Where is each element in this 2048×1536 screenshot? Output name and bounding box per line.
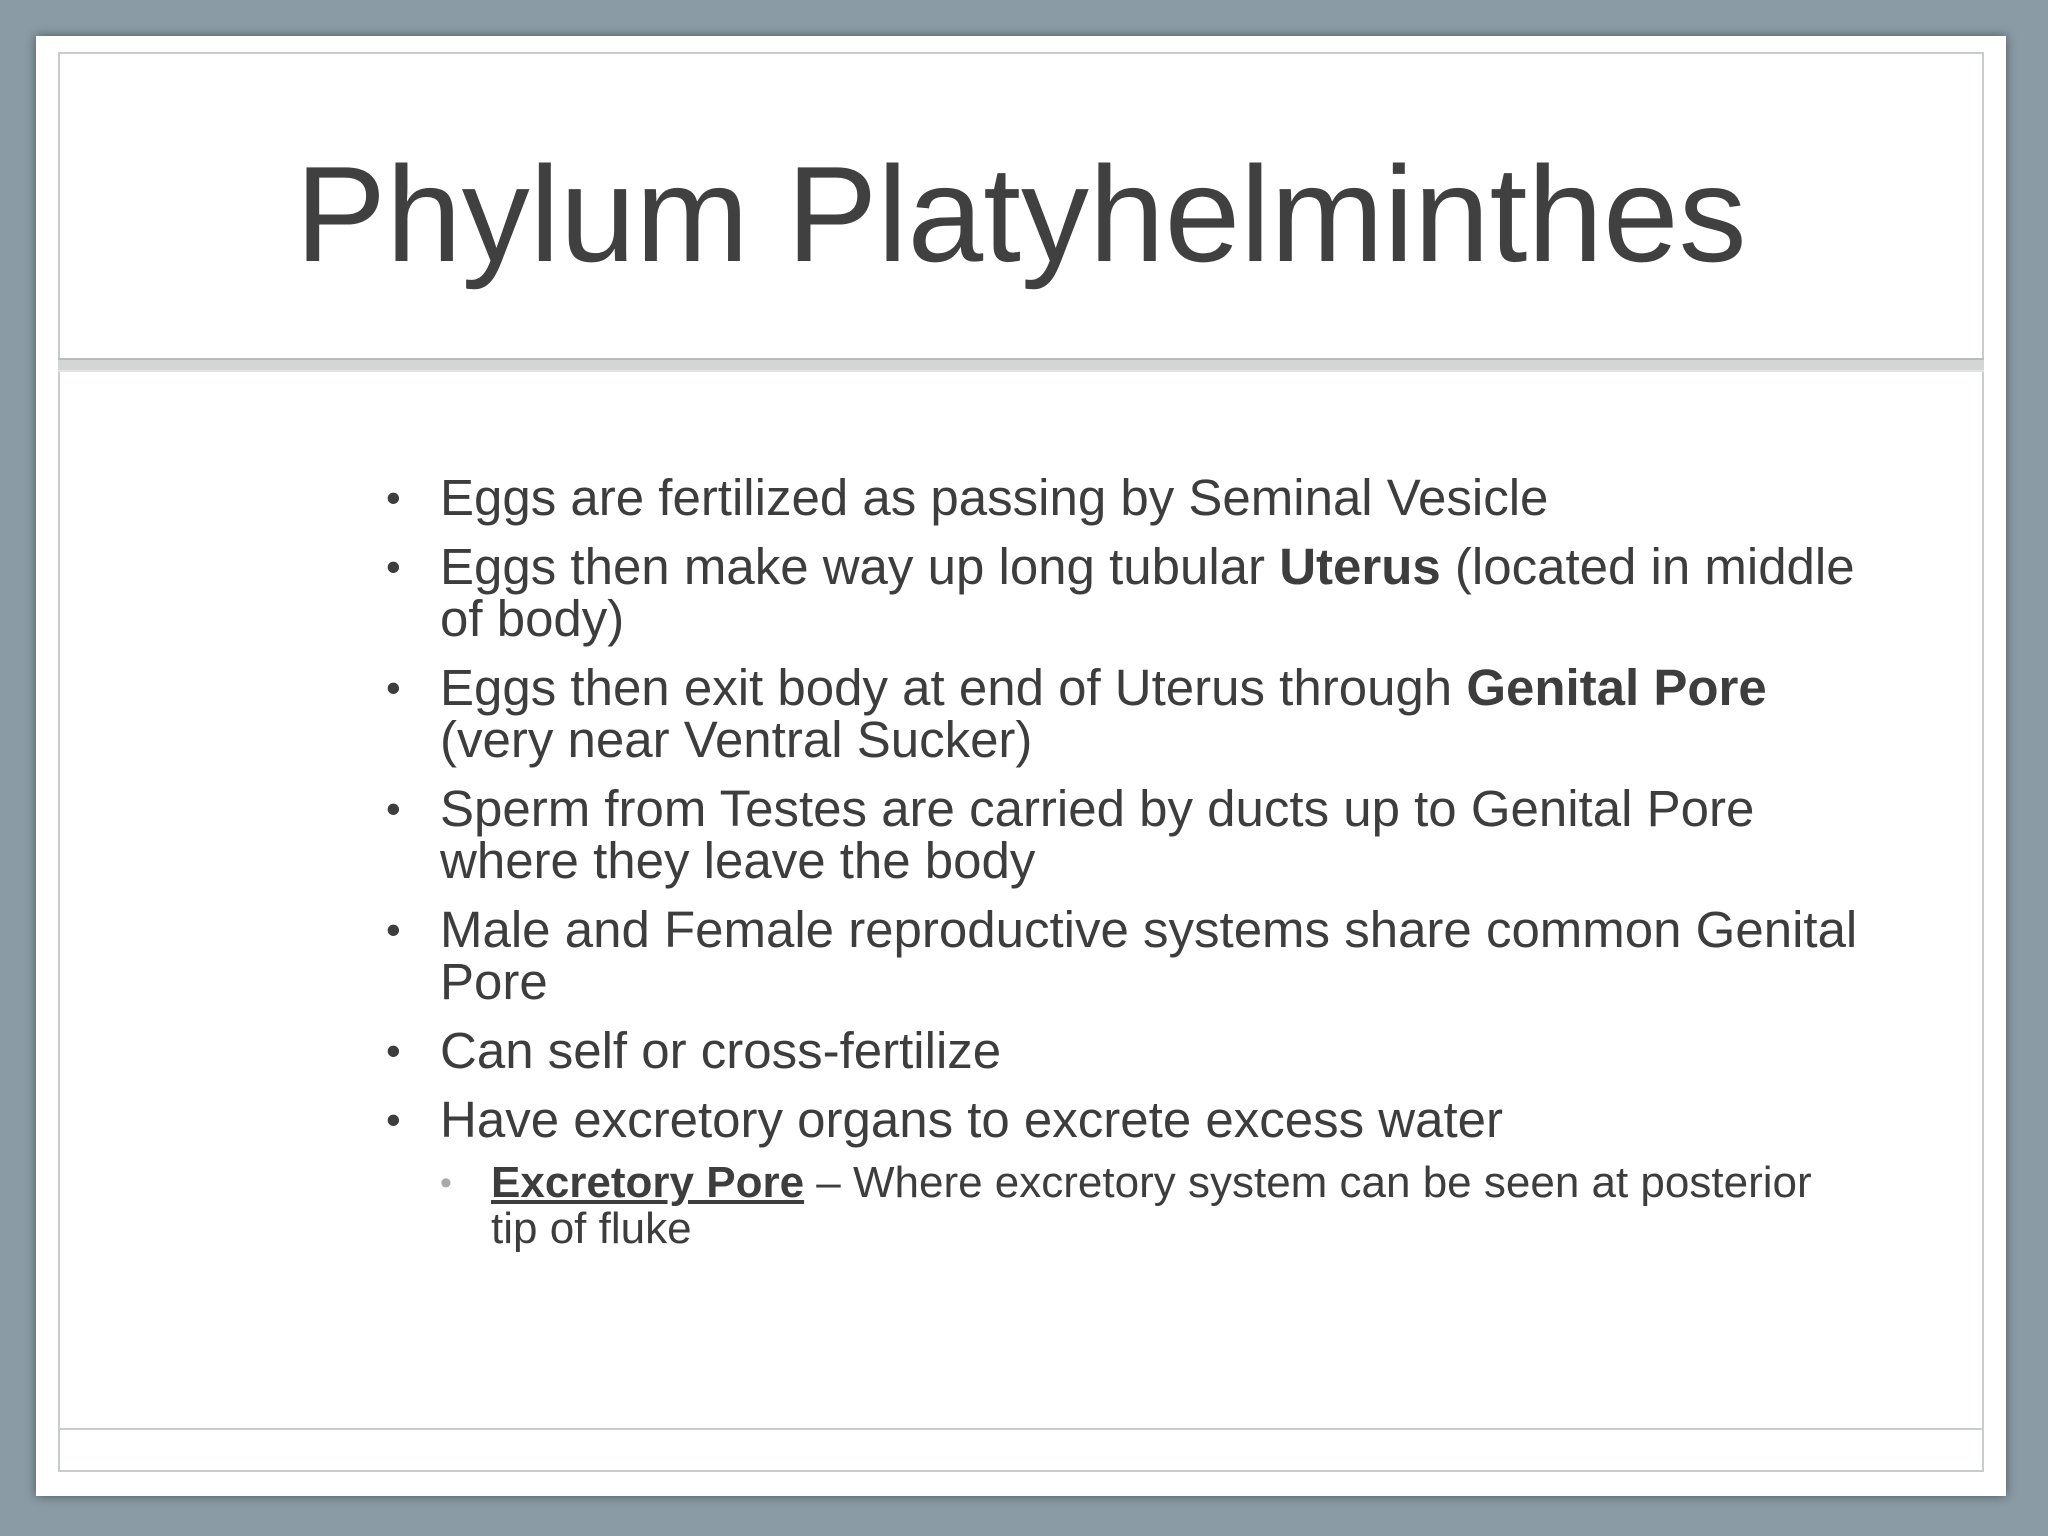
bullet-bold-term: Uterus (1279, 538, 1441, 595)
title-divider (58, 358, 1984, 372)
bullet-icon: • (386, 785, 401, 832)
bullet-text: (located in middle of body) (440, 538, 1855, 647)
sub-bullet-list (440, 1160, 1861, 1252)
bullet-icon: • (386, 664, 401, 711)
sub-bullet-icon: • (440, 1164, 452, 1202)
bullet-text: Eggs are fertilized as passing by Seminal Vesicle (440, 469, 1549, 526)
bullet-item (381, 1022, 1861, 1079)
bullet-item (381, 901, 1861, 1010)
bullet-text: Can self or cross-fertilize (440, 1022, 1002, 1079)
sub-bullet-item (440, 1160, 1861, 1252)
footer-divider (58, 1428, 1984, 1430)
bullet-item (381, 1091, 1861, 1253)
bullet-list (381, 469, 1861, 1269)
bullet-text: Male and Female reproductive systems share common Genital Pore (440, 901, 1858, 1010)
bullet-bold-term: Genital Pore (1466, 659, 1767, 716)
bullet-icon: • (386, 543, 401, 590)
bullet-item (381, 538, 1861, 647)
bullet-text: Eggs then exit body at end of Uterus through (440, 659, 1467, 716)
bullet-icon: • (386, 474, 401, 521)
bullet-text: Eggs then make way up long tubular (440, 538, 1280, 595)
sub-bullet-term: Excretory Pore (491, 1158, 805, 1207)
bullet-text: Sperm from Testes are carried by ducts up to Genital Pore where they leave the body (440, 780, 1755, 889)
sub-bullet-text: – Where excretory system can be seen at posterior tip of fluke (491, 1158, 1812, 1253)
slide (36, 36, 2006, 1496)
bullet-icon: • (386, 1027, 401, 1074)
slide-title: Phylum Platyhelminthes (295, 138, 1747, 290)
bullet-icon: • (386, 1096, 401, 1143)
bullet-item (381, 469, 1861, 526)
bullet-text: (very near Ventral Sucker) (440, 711, 1033, 768)
bullet-item (381, 780, 1861, 889)
bullet-text: Have excretory organs to excrete excess water (440, 1091, 1503, 1148)
bullet-icon: • (386, 906, 401, 953)
bullet-item (381, 659, 1861, 768)
